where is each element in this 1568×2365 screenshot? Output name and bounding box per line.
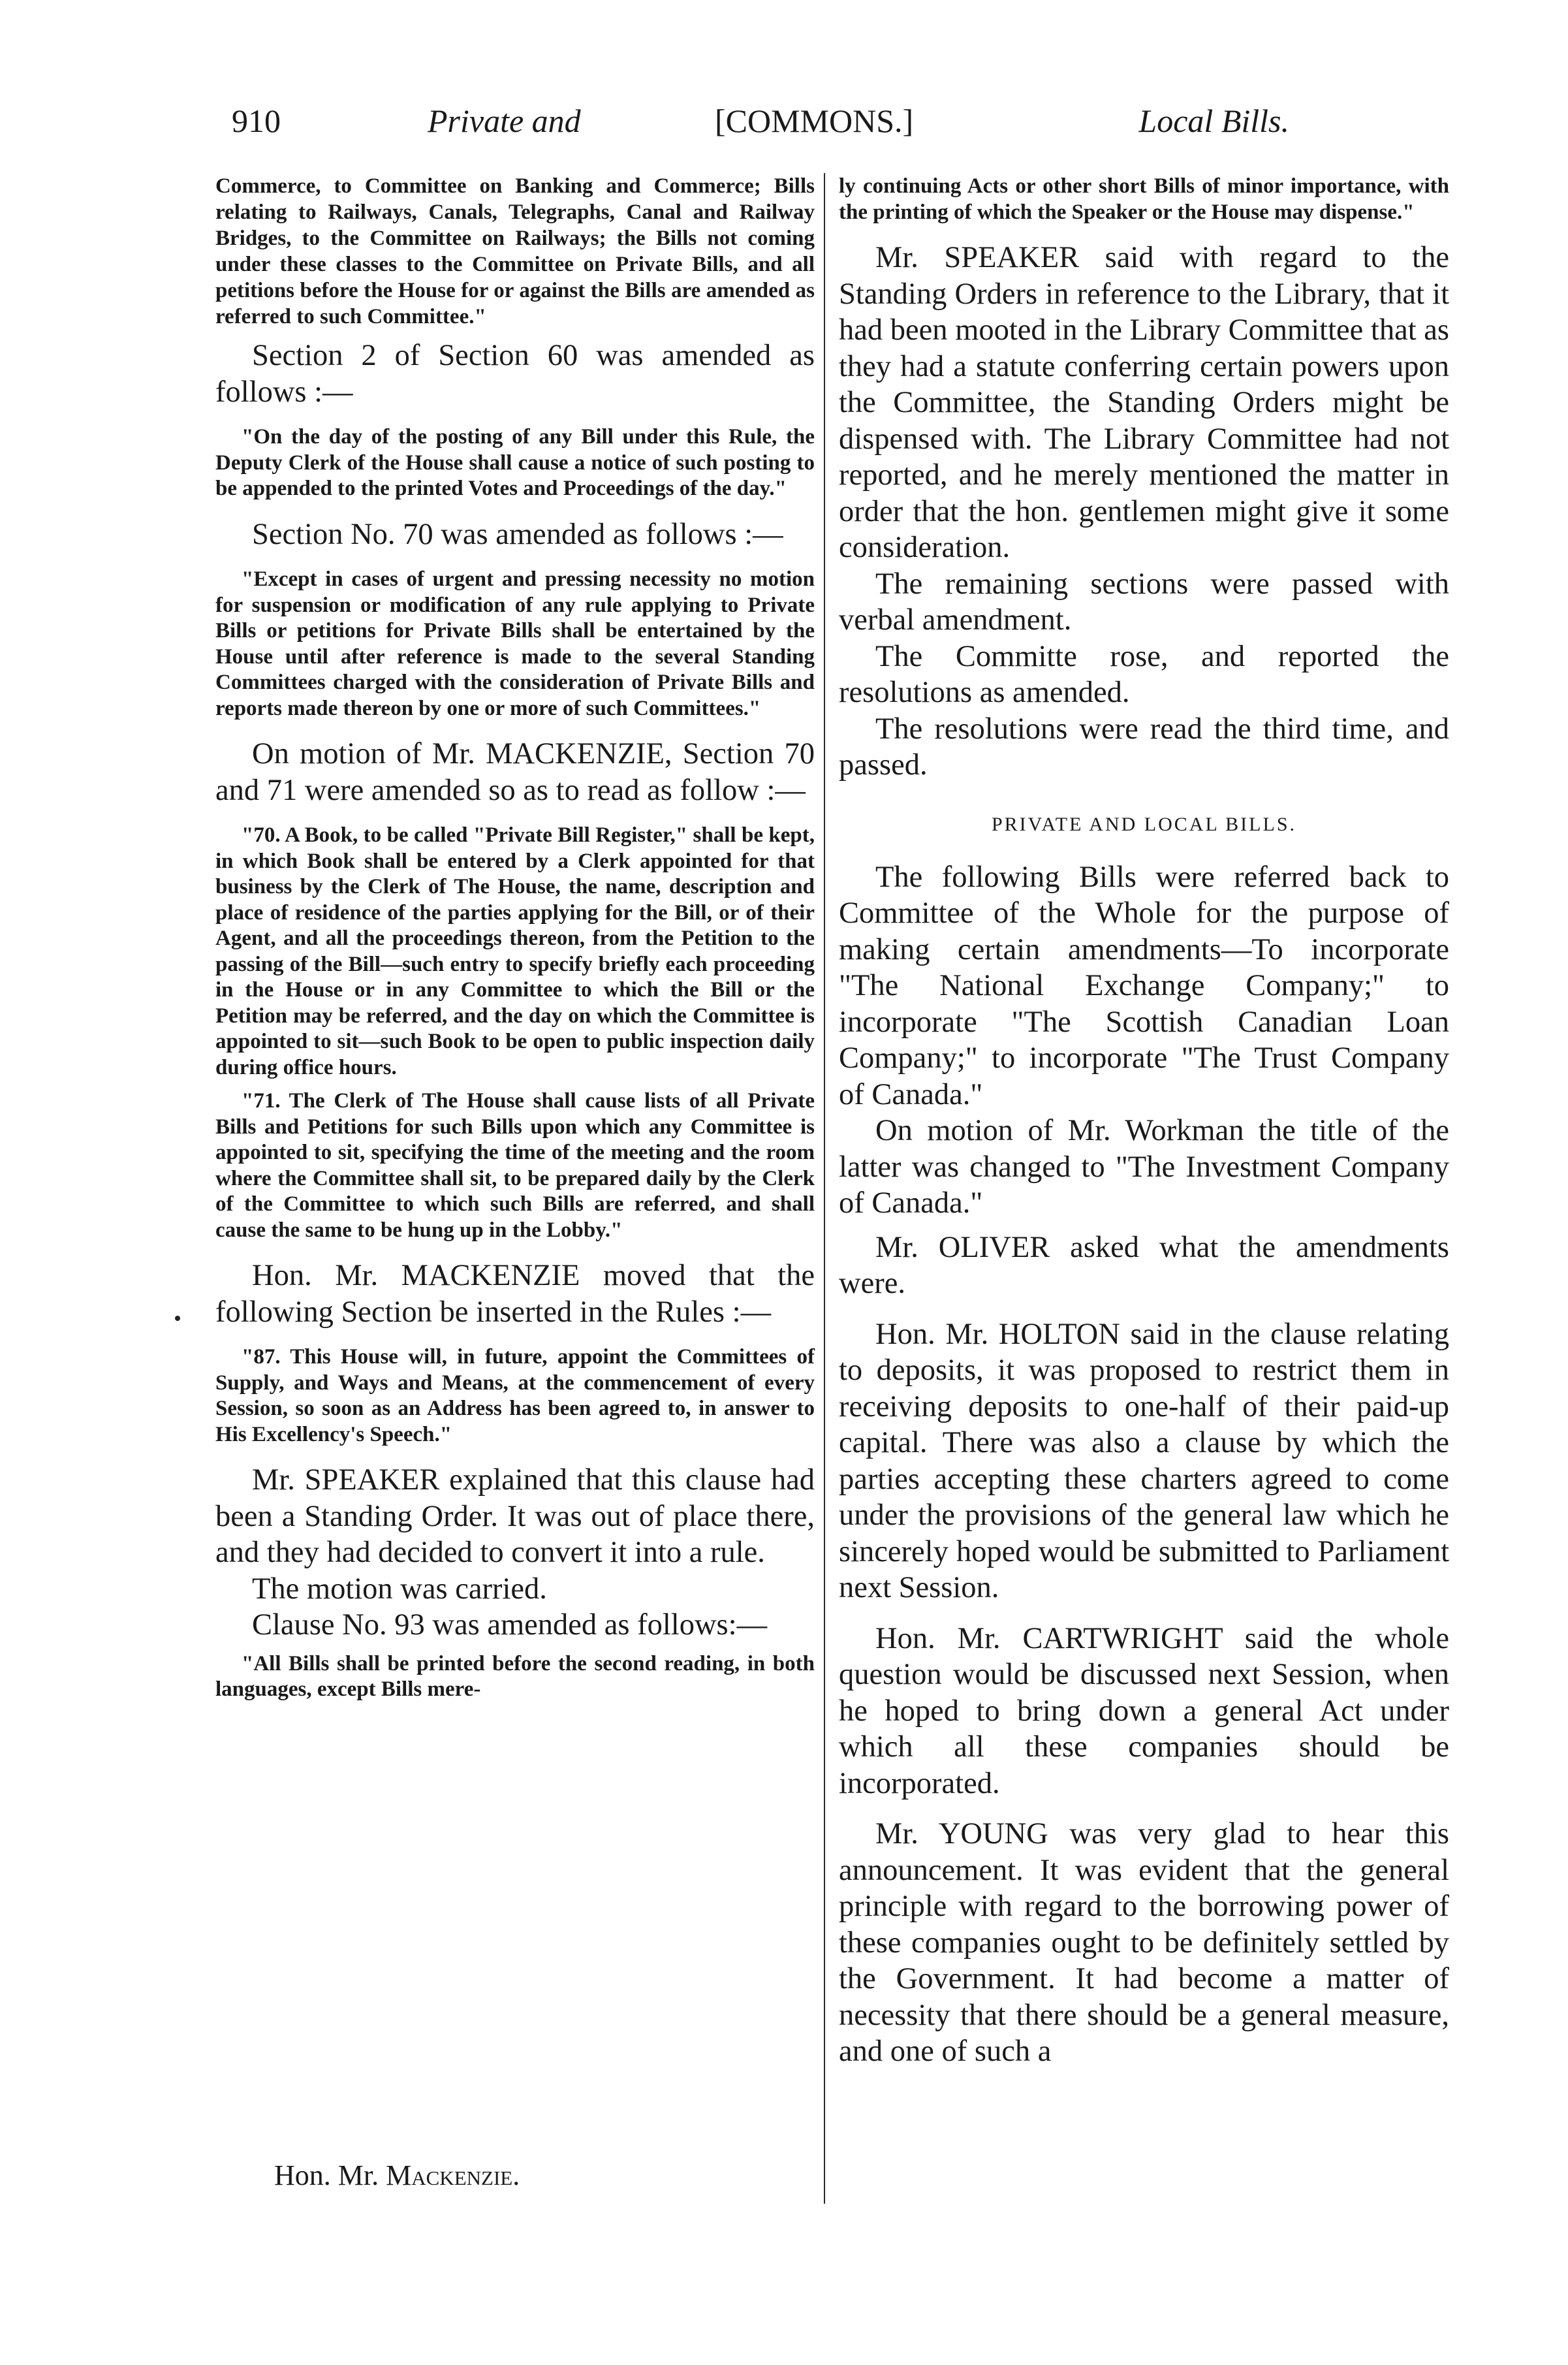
right-column: [839, 173, 1449, 2070]
right-paragraph-4: The Committe rose, and reported the resolutions as amended.: [839, 639, 1449, 709]
page-number: 910: [232, 103, 281, 139]
left-paragraph-4: On motion of Mr. MACKENZIE, Section 70 and 71 were amended so as to read as follow :—: [215, 737, 815, 807]
right-paragraph-5: The resolutions were read the third time, and passed.: [839, 712, 1449, 782]
right-paragraph-9: Hon. Mr. HOLTON said in the clause relating to deposits, it was proposed to restrict them in receiving deposits to one-half of their paid-up capital. There was also a clause by which the parties accepting these charters agreed to come under the provisions of the general law which he sincerely hoped would be submitted to Parliament next Session.: [839, 1317, 1449, 1604]
left-paragraph-2: Section 2 of Section 60 was amended as follows :—: [215, 339, 815, 409]
left-paragraph-7: The motion was carried.: [252, 1572, 547, 1606]
left-quote-6: "All Bills shall be printed before the second reading, in both languages, except Bills mere-: [215, 1651, 815, 1701]
footer-prefix: Hon. Mr.: [274, 2159, 386, 2191]
left-quote-4: "71. The Clerk of The House shall cause lists of all Private Bills and Petitions for such Bills upon which any Committee is appointed to sit, specifying the time of the meeting and the room where the Committee shall sit, to be prepared daily by the Clerk of the Committee to which such Bills are referred, and shall cause the same to be hung up in the Lobby.": [215, 1089, 815, 1242]
right-paragraph-3: The remaining sections were passed with verbal amendment.: [839, 567, 1449, 637]
right-paragraph-7: On motion of Mr. Workman the title of the latter was changed to "The Investment Company of Canada.": [839, 1114, 1449, 1220]
left-quote-1: "On the day of the posting of any Bill under this Rule, the Deputy Clerk of the House shall cause a notice of such posting to be appended to the printed Votes and Proceedings of the day.": [215, 425, 815, 500]
right-paragraph-2: Mr. SPEAKER said with regard to the Standing Orders in reference to the Library, that it had been mooted in the Library Committee that as they had a statute conferring certain powers upon the Committee, the Standing Orders might be dispensed with. The Library Committee had not reported, and he merely mentioned the matter in order that the hon. gentlemen might give it some consideration.: [839, 241, 1449, 564]
running-title-left: Private and: [428, 103, 581, 139]
running-title-center: [COMMONS.]: [715, 103, 914, 139]
page-footer: [274, 2156, 520, 2195]
left-paragraph-1: Commerce, to Committee on Banking and Commerce; Bills relating to Railways, Canals, Telegraphs, Canal and Railway Bridges, to the Committee on Railways; the Bills not coming under these classes to the Committee on Private Bills, and all petitions before the House for or against the Bills are amended as referred to such Committee.": [215, 174, 815, 328]
left-quote-2: "Except in cases of urgent and pressing necessity no motion for suspension or modification of any rule applying to Private Bills or petitions for Private Bills shall be entertained by the House until after reference is made to the several Standing Committees charged with the consideration of Private Bills and reports made thereon by one or more of such Committees.": [215, 567, 815, 720]
ink-speck: [175, 1316, 180, 1321]
left-paragraph-6: Mr. SPEAKER explained that this clause had been a Standing Order. It was out of place there, and they had decided to convert it into a rule.: [215, 1463, 815, 1569]
left-paragraph-8: Clause No. 93 was amended as follows:—: [252, 1608, 768, 1642]
left-paragraph-3: Section No. 70 was amended as follows :—: [252, 517, 783, 551]
right-paragraph-1: ly continuing Acts or other short Bills of minor importance, with the printing of which the Speaker or the House may dispense.": [839, 174, 1449, 224]
left-quote-5: "87. This House will, in future, appoint the Committees of Supply, and Ways and Means, at the commencement of every Session, so soon as an Address has been agreed to, in answer to His Excellency's Speech.": [215, 1345, 815, 1446]
left-column: [215, 173, 815, 1703]
right-paragraph-8: Mr. OLIVER asked what the amendments were.: [839, 1230, 1449, 1300]
running-title-right: Local Bills.: [1138, 103, 1289, 139]
column-divider: [824, 173, 825, 2204]
section-heading: PRIVATE AND LOCAL BILLS.: [991, 813, 1297, 835]
left-paragraph-5: Hon. Mr. MACKENZIE moved that the following Section be inserted in the Rules :—: [215, 1259, 815, 1329]
right-paragraph-11: Mr. YOUNG was very glad to hear this announcement. It was evident that the general principle with regard to the borrowing power of these companies ought to be definitely settled by the Government. It had become a matter of necessity that there should be a general measure, and one of such a: [839, 1817, 1449, 2068]
right-paragraph-6: The following Bills were referred back to Committee of the Whole for the purpose of making certain amendments—To incorporate "The National Exchange Company;" to incorporate "The Scottish Canadian Loan Company;" to incorporate "The Trust Company of Canada.": [839, 860, 1449, 1111]
right-paragraph-10: Hon. Mr. CARTWRIGHT said the whole question would be discussed next Session, when he hoped to bring down a general Act under which all these companies should be incorporated.: [839, 1621, 1449, 1800]
left-quote-3: "70. A Book, to be called "Private Bill Register," shall be kept, in which Book shall be entered by a Clerk appointed for that business by the Clerk of The House, the name, description and place of residence of the parties applying for the Bill, or of their Agent, and all the proceedings thereon, from the Petition to the passing of the Bill—such entry to specify briefly each proceeding in the House or in any Committee to which the Bill or the Petition may be referred, and the day on which the Committee is appointed to sit—such Book to be open to public inspection daily during office hours.: [215, 823, 815, 1079]
page-header: [232, 98, 1289, 144]
footer-speaker-name: Mackenzie.: [386, 2159, 520, 2191]
